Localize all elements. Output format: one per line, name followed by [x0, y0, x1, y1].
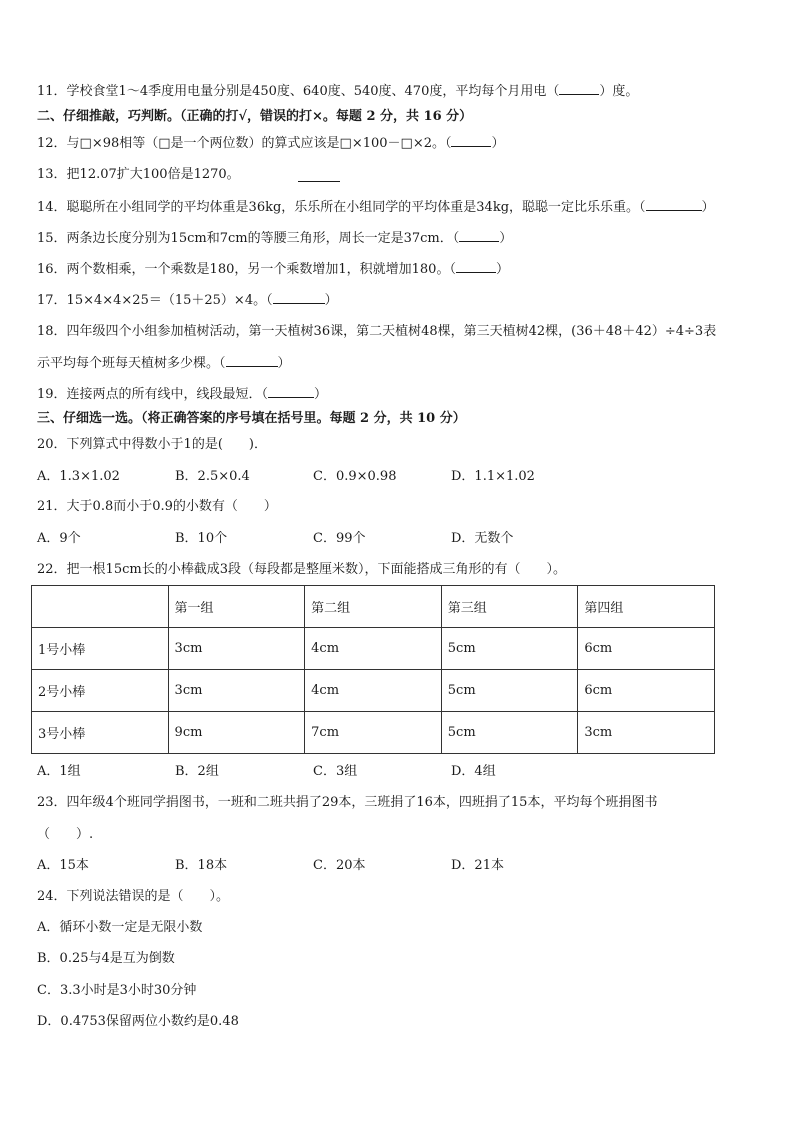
answer-blank[interactable]: [646, 197, 702, 211]
table-cell: 第四组: [578, 586, 715, 628]
section-2-title: 二、仔细推敲，巧判断。（正确的打√，错误的打×。每题 2 分，共 16 分）: [37, 109, 473, 124]
answer-blank[interactable]: [451, 133, 491, 147]
table-cell: 6cm: [578, 628, 715, 670]
table-cell: 4cm: [305, 628, 442, 670]
answer-blank[interactable]: [559, 81, 599, 95]
question-23-line2: （ ）.: [37, 827, 94, 842]
option-c[interactable]: C．3组: [313, 764, 358, 779]
option-d[interactable]: D．21本: [451, 858, 504, 873]
question-24: 24．下列说法错误的是（ ）。: [37, 889, 230, 904]
option-d[interactable]: D．无数个: [451, 531, 514, 546]
option-a[interactable]: A．9个: [37, 531, 81, 546]
question-16: 16．两个数相乘，一个乘数是180，另一个乘数增加1，积就增加180。（ ）: [37, 259, 509, 280]
option-c[interactable]: C．20本: [313, 858, 366, 873]
table-cell: 3cm: [168, 670, 305, 712]
table-row: [32, 628, 715, 670]
option-b[interactable]: B．2.5×0.4: [175, 469, 250, 484]
option-c[interactable]: C．3.3小时是3小时30分钟: [37, 983, 197, 998]
question-14: 14．聪聪所在小组同学的平均体重是36kg，乐乐所在小组同学的平均体重是34kg，聪聪一定比乐乐重。（ ）: [37, 197, 715, 218]
table-cell: 3号小棒: [32, 712, 169, 754]
table-header-row: [32, 586, 715, 628]
option-a[interactable]: A．1.3×1.02: [37, 469, 120, 484]
table-cell: 第一组: [168, 586, 305, 628]
option-c[interactable]: C．0.9×0.98: [313, 469, 397, 484]
question-13: 13．把12.07扩大100倍是1270。: [37, 167, 240, 182]
answer-blank[interactable]: [456, 259, 496, 273]
option-b[interactable]: B．10个: [175, 531, 228, 546]
answer-blank[interactable]: [268, 384, 314, 398]
option-b[interactable]: B．0.25与4是互为倒数: [37, 951, 175, 966]
table-cell: 第三组: [441, 586, 578, 628]
table-cell: 7cm: [305, 712, 442, 754]
option-b[interactable]: B．18本: [175, 858, 228, 873]
table-cell: 3cm: [578, 712, 715, 754]
table-row: [32, 670, 715, 712]
question-12: 12．与□×98相等（□是一个两位数）的算式应该是□×100－□×2。（ ）: [37, 133, 505, 154]
table-cell: 6cm: [578, 670, 715, 712]
question-18-line2: 示平均每个班每天植树多少棵。（ ）: [37, 353, 291, 374]
table-cell: 5cm: [441, 712, 578, 754]
section-3-title: 三、仔细选一选。（将正确答案的序号填在括号里。每题 2 分，共 10 分）: [37, 411, 466, 426]
table-cell: 5cm: [441, 628, 578, 670]
question-23-line1: 23．四年级4个班同学捐图书，一班和二班共捐了29本，三班捐了16本，四班捐了15本，平均每个班捐图书: [37, 795, 658, 810]
question-15: 15．两条边长度分别为15cm和7cm的等腰三角形，周长一定是37cm．（ ）: [37, 228, 512, 249]
question-17: 17．15×4×4×25＝（15＋25）×4。（ ）: [37, 290, 338, 311]
table-cell: 4cm: [305, 670, 442, 712]
option-d[interactable]: D．0.4753保留两位小数约是0.48: [37, 1014, 239, 1029]
answer-blank[interactable]: [273, 290, 325, 304]
table-cell: 9cm: [168, 712, 305, 754]
table-cell: [32, 586, 169, 628]
question-22: 22．把一根15cm长的小棒截成3段（每段都是整厘米数），下面能搭成三角形的有（ ）。: [37, 562, 566, 577]
table-row: [32, 712, 715, 754]
table-cell: 1号小棒: [32, 628, 169, 670]
question-21: 21．大于0.8而小于0.9的小数有（ ）: [37, 499, 277, 514]
answer-blank[interactable]: [459, 228, 499, 242]
option-d[interactable]: D．4组: [451, 764, 496, 779]
option-d[interactable]: D．1.1×1.02: [451, 469, 535, 484]
option-a[interactable]: A．15本: [37, 858, 89, 873]
table-cell: 5cm: [441, 670, 578, 712]
option-b[interactable]: B．2组: [175, 764, 219, 779]
question-18-line1: 18．四年级四个小组参加植树活动，第一天植树36课，第二天植树48棵，第三天植树42棵，(36＋48＋42）÷4÷3表: [37, 324, 717, 339]
answer-blank[interactable]: [226, 353, 278, 367]
question-11: 11．学校食堂1～4季度用电量分别是450度、640度、540度、470度，平均每个月用电（ ）度。: [37, 81, 638, 102]
option-a[interactable]: A．循环小数一定是无限小数: [37, 920, 203, 935]
sticks-table: [31, 585, 715, 754]
table-cell: 3cm: [168, 628, 305, 670]
question-19: 19．连接两点的所有线中，线段最短．（ ）: [37, 384, 327, 405]
table-cell: 2号小棒: [32, 670, 169, 712]
option-c[interactable]: C．99个: [313, 531, 366, 546]
question-20: 20．下列算式中得数小于1的是( )．: [37, 437, 267, 452]
answer-blank[interactable]: [298, 168, 340, 182]
table-cell: 第二组: [305, 586, 442, 628]
option-a[interactable]: A．1组: [37, 764, 81, 779]
